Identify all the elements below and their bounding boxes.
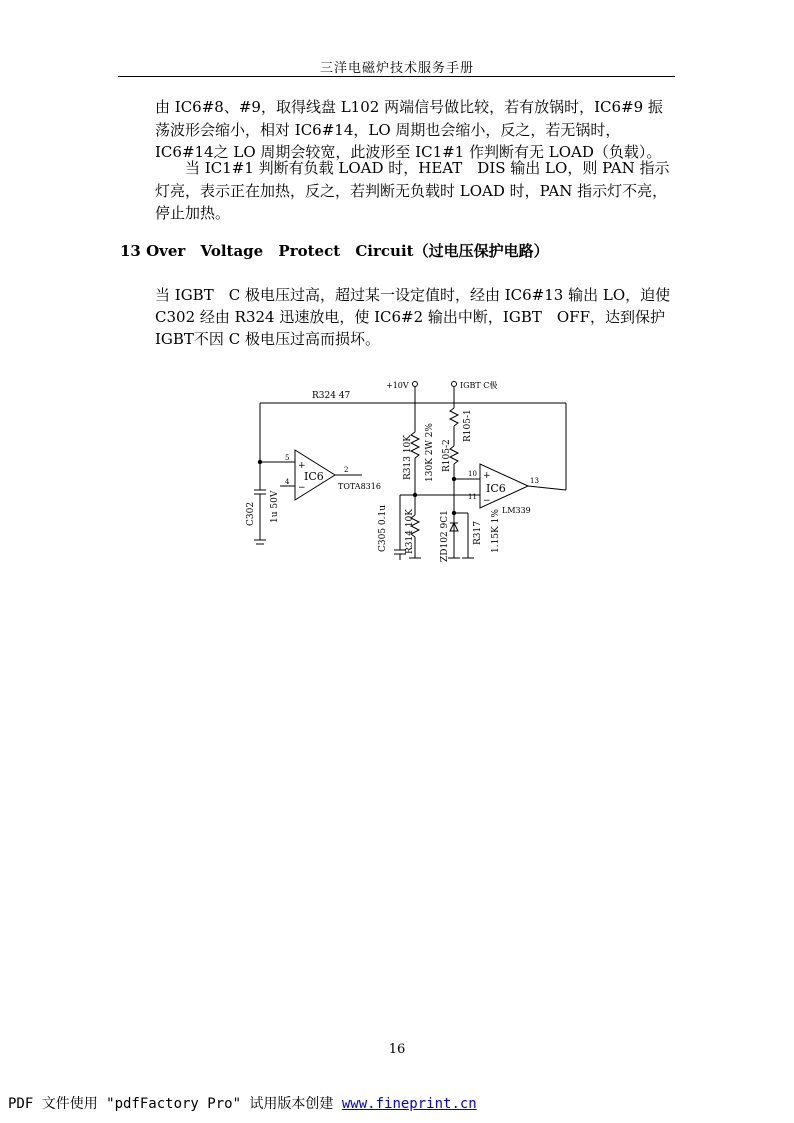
paragraph-pan-indicator: 当 IC1#1 判断有负载 LOAD 时，HEAT DIS 输出 LO，则 PAN 指示灯亮，表示正在加热，反之，若判断无负载时 LOAD 时，PAN 指示灯不亮，停止加热。 [155, 159, 670, 222]
pin-13: 13 [530, 477, 539, 485]
pin-11: 11 [468, 493, 477, 501]
label-igbt-c: IGBT C极 [460, 381, 498, 390]
paragraph-overvoltage: 当 IGBT C 极电压过高，超过某一设定值时，经由 IC6#13 输出 LO，迫使C302 经由 R324 迅速放电，使 IC6#2 输出中断，IGBT OFF，达到保护 IGBT不因 C 极电压过高而损坏。 [155, 286, 671, 348]
pdf-footer [8, 1093, 477, 1113]
pin-2: 2 [344, 466, 349, 474]
section-title-en: Over Voltage Protect Circuit [146, 242, 414, 260]
plus-left: + [298, 461, 306, 471]
label-lm339: LM339 [502, 506, 531, 515]
overvoltage-circuit-diagram [240, 368, 580, 568]
section-title-cn: （过电压保护电路） [413, 242, 549, 260]
label-c305: C305 0.1u [378, 504, 388, 552]
label-tota8316: TOTA8316 [338, 482, 381, 491]
label-r105-1: R105-1 [463, 409, 473, 442]
minus-left: − [298, 483, 306, 493]
label-ic6-left: IC6 [304, 470, 324, 483]
label-r105-2: R105-2 [442, 439, 452, 472]
label-r314: R314 10K [405, 509, 415, 554]
label-c302-value: 1u 50V [270, 490, 280, 523]
page-header: 三洋电磁炉技术服务手册 [319, 61, 474, 76]
label-ic6-right: IC6 [486, 482, 506, 495]
label-r313: R313 10K [403, 435, 413, 480]
section-number: 13 [120, 242, 141, 260]
label-r317: R317 [473, 521, 483, 545]
label-zd102: ZD102 9C1 [440, 510, 450, 562]
pin-4: 4 [285, 478, 290, 486]
footer-text: PDF 文件使用 "pdfFactory Pro" 试用版本创建 [8, 1096, 342, 1112]
pin-5: 5 [285, 454, 290, 462]
label-r324: R324 47 [312, 391, 351, 401]
footer-link[interactable]: www.fineprint.cn [341, 1096, 477, 1112]
page-number: 16 [388, 1042, 406, 1057]
header-rule [118, 76, 675, 77]
label-r130k: 130K 2W 2% [425, 423, 435, 482]
label-r317-value: 1.15K 1% [491, 509, 501, 553]
label-vcc: +10V [386, 381, 409, 390]
pin-10: 10 [468, 470, 477, 478]
label-c302: C302 [246, 501, 256, 526]
plus-right: + [483, 471, 491, 481]
minus-right: − [483, 496, 491, 506]
section-heading [120, 240, 549, 261]
paragraph-load-detection: 由 IC6#8、#9，取得线盘 L102 两端信号做比较，若有放锅时，IC6#9 振荡波形会缩小，相对 IC6#14，LO 周期也会缩小，反之，若无锅时，IC6#14之 LO 周期会较宽，此波形至 IC1#1 作判断有无 LOAD（负载）。 [155, 98, 663, 161]
